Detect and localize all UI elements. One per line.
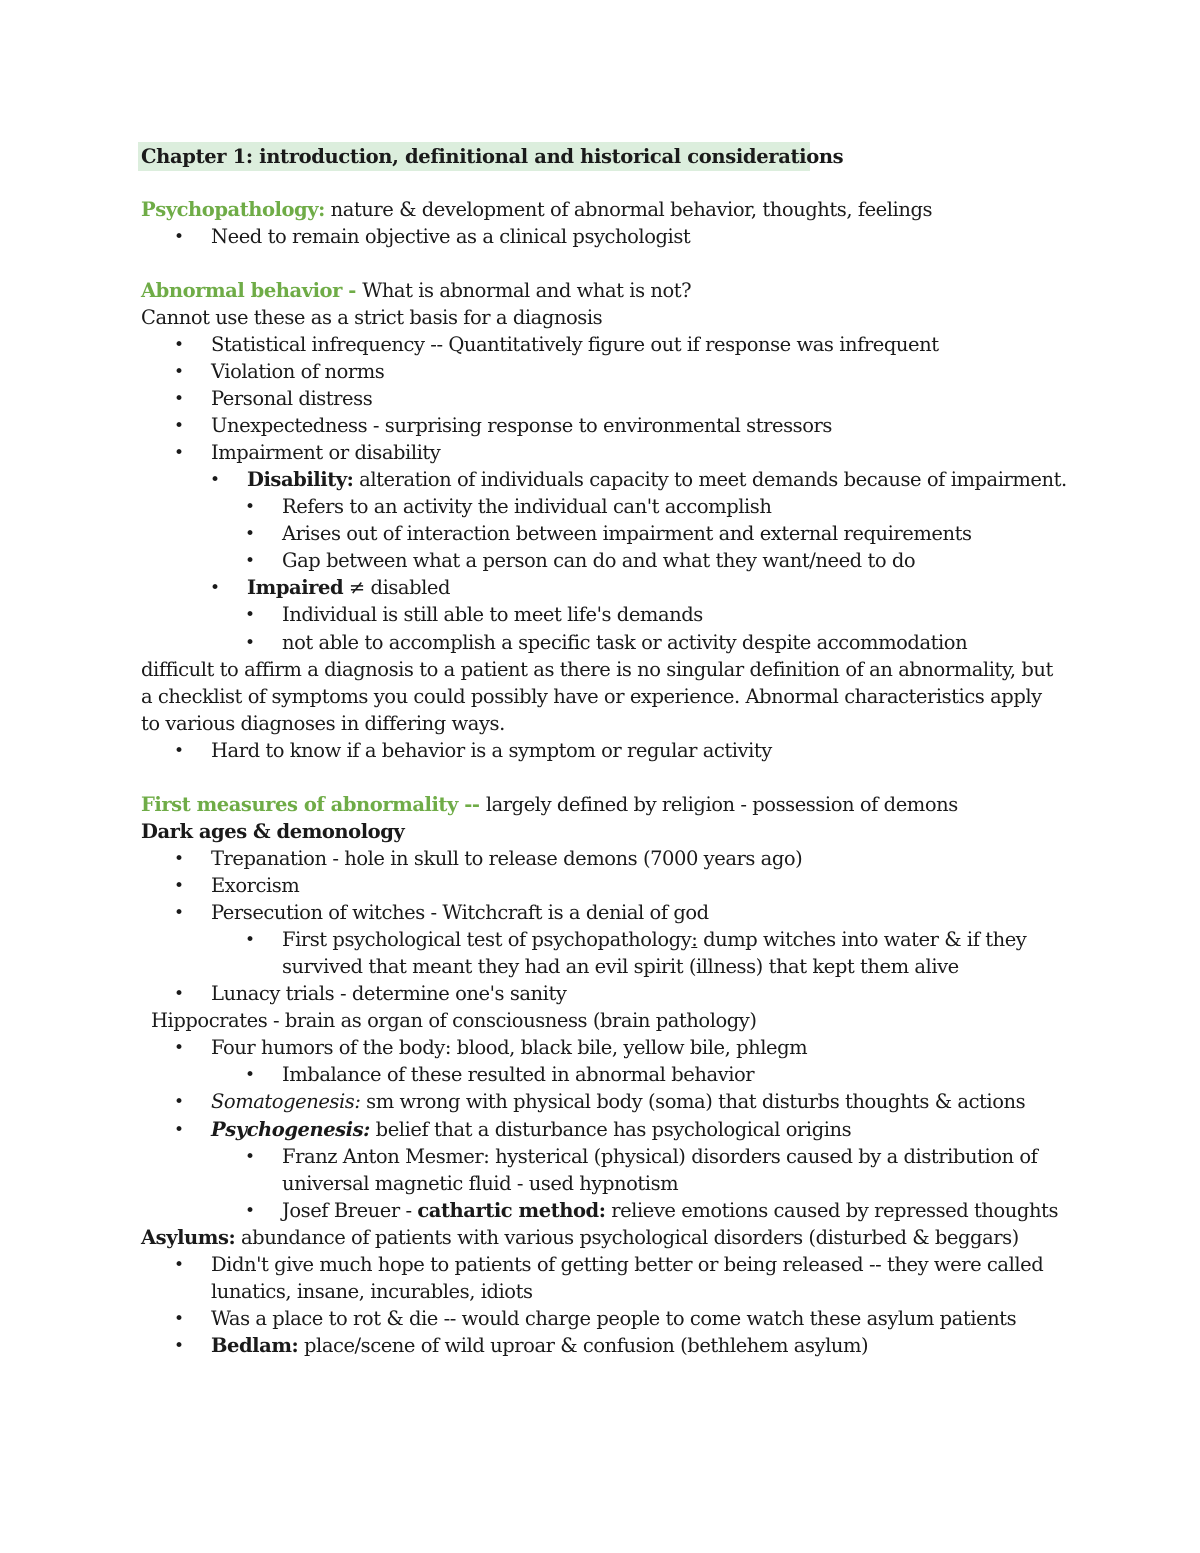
list-item: • Refers to an activity the individual can't accomplish (282, 494, 771, 520)
paragraph-line: a checklist of symptoms you could possibly have or experience. Abnormal characteristics apply (141, 685, 1042, 708)
psychopathology-text: nature & development of abnormal behavior, thoughts, feelings (324, 198, 933, 221)
asylums-text: abundance of patients with various psychological disorders (disturbed & beggars) (235, 1226, 1019, 1249)
list-item: • Statistical infrequency -- Quantitatively figure out if response was infrequent (211, 332, 939, 358)
list-item-continuation: universal magnetic fluid - used hypnotism (282, 1172, 679, 1195)
chapter-title: Chapter 1: introduction, definitional and historical considerations (141, 145, 844, 168)
list-item: • Was a place to rot & die -- would charge people to come watch these asylum patients (211, 1306, 1016, 1332)
psychopathology-term: Psychopathology: (141, 198, 325, 221)
list-item: • Need to remain objective as a clinical psychologist (211, 224, 690, 250)
hippocrates-line: Hippocrates - brain as organ of consciousness (brain pathology) (151, 1009, 757, 1032)
disability-text: alteration of individuals capacity to meet demands because of impairment. (353, 468, 1067, 491)
asylums-term: Asylums: (141, 1226, 236, 1249)
list-item: • Didn't give much hope to patients of getting better or being released -- they were called (211, 1252, 1043, 1278)
psychogenesis-text: belief that a disturbance has psychological origins (369, 1118, 852, 1141)
somatogenesis-item (211, 1089, 1025, 1115)
abnormal-heading (141, 278, 691, 304)
list-item: • Persecution of witches - Witchcraft is a denial of god (211, 900, 709, 926)
paragraph-line: difficult to affirm a diagnosis to a patient as there is no singular definition of an abnormality, but (141, 658, 1053, 681)
asylums-heading (141, 1225, 1019, 1251)
psychogenesis-item (211, 1117, 851, 1143)
breuer-item (282, 1198, 1058, 1224)
disability-term: Disability: (247, 468, 354, 491)
psychopathology-definition (141, 197, 932, 223)
list-item: • Violation of norms (211, 359, 384, 385)
list-item: • Arises out of interaction between impairment and external requirements (282, 521, 972, 547)
list-item: • Lunacy trials - determine one's sanity (211, 981, 566, 1007)
bedlam-item (211, 1333, 868, 1359)
dark-ages-heading: Dark ages & demonology (141, 820, 405, 843)
witch-test-continuation: survived that meant they had an evil spirit (illness) that kept them alive (282, 955, 959, 978)
abnormal-term: Abnormal behavior - (141, 279, 363, 302)
list-item: • Impairment or disability (211, 440, 440, 466)
bedlam-term: Bedlam: (211, 1334, 299, 1357)
list-item: • Four humors of the body: blood, black bile, yellow bile, phlegm (211, 1035, 807, 1061)
somatogenesis-term: Somatogenesis: (211, 1090, 361, 1113)
list-item-continuation: lunatics, insane, incurables, idiots (211, 1280, 533, 1303)
witch-test-colon: : (691, 928, 698, 951)
list-item: • Imbalance of these resulted in abnormal behavior (282, 1062, 754, 1088)
abnormal-intro: Cannot use these as a strict basis for a diagnosis (141, 306, 603, 329)
bedlam-text: place/scene of wild uproar & confusion (bethlehem asylum) (298, 1334, 869, 1357)
somatogenesis-text: sm wrong with physical body (soma) that disturbs thoughts & actions (360, 1090, 1026, 1113)
list-item: • Gap between what a person can do and what they want/need to do (282, 548, 915, 574)
first-measures-term: First measures of abnormality -- (141, 793, 486, 816)
paragraph-line: to various diagnoses in differing ways. (141, 712, 505, 735)
cathartic-term: cathartic method: (417, 1199, 606, 1222)
impaired-term: Impaired (247, 576, 344, 599)
list-item: • not able to accomplish a specific task or activity despite accommodation (282, 630, 967, 656)
list-item: • Personal distress (211, 386, 372, 412)
impaired-text: ≠ disabled (343, 576, 451, 599)
impaired-item (247, 575, 450, 601)
disability-item (247, 467, 1067, 493)
list-item: • Exorcism (211, 873, 299, 899)
breuer-name: Josef Breuer - (282, 1199, 418, 1222)
list-item: • Franz Anton Mesmer: hysterical (physical) disorders caused by a distribution of (282, 1144, 1037, 1170)
first-measures-text: largely defined by religion - possession of demons (485, 793, 958, 816)
abnormal-question: What is abnormal and what is not? (362, 279, 692, 302)
breuer-text: relieve emotions caused by repressed thoughts (605, 1199, 1058, 1222)
list-item: • Unexpectedness - surprising response to environmental stressors (211, 413, 832, 439)
list-item: • Hard to know if a behavior is a symptom or regular activity (211, 738, 772, 764)
list-item: • Individual is still able to meet life's demands (282, 602, 703, 628)
list-item: • Trepanation - hole in skull to release demons (7000 years ago) (211, 846, 802, 872)
witch-test-lead: First psychological test of psychopathology (282, 928, 692, 951)
first-measures-heading (141, 792, 958, 818)
psychogenesis-term: Psychogenesis: (211, 1118, 370, 1141)
witch-test-rest: dump witches into water & if they (697, 928, 1027, 951)
witch-test-item (282, 927, 1026, 953)
